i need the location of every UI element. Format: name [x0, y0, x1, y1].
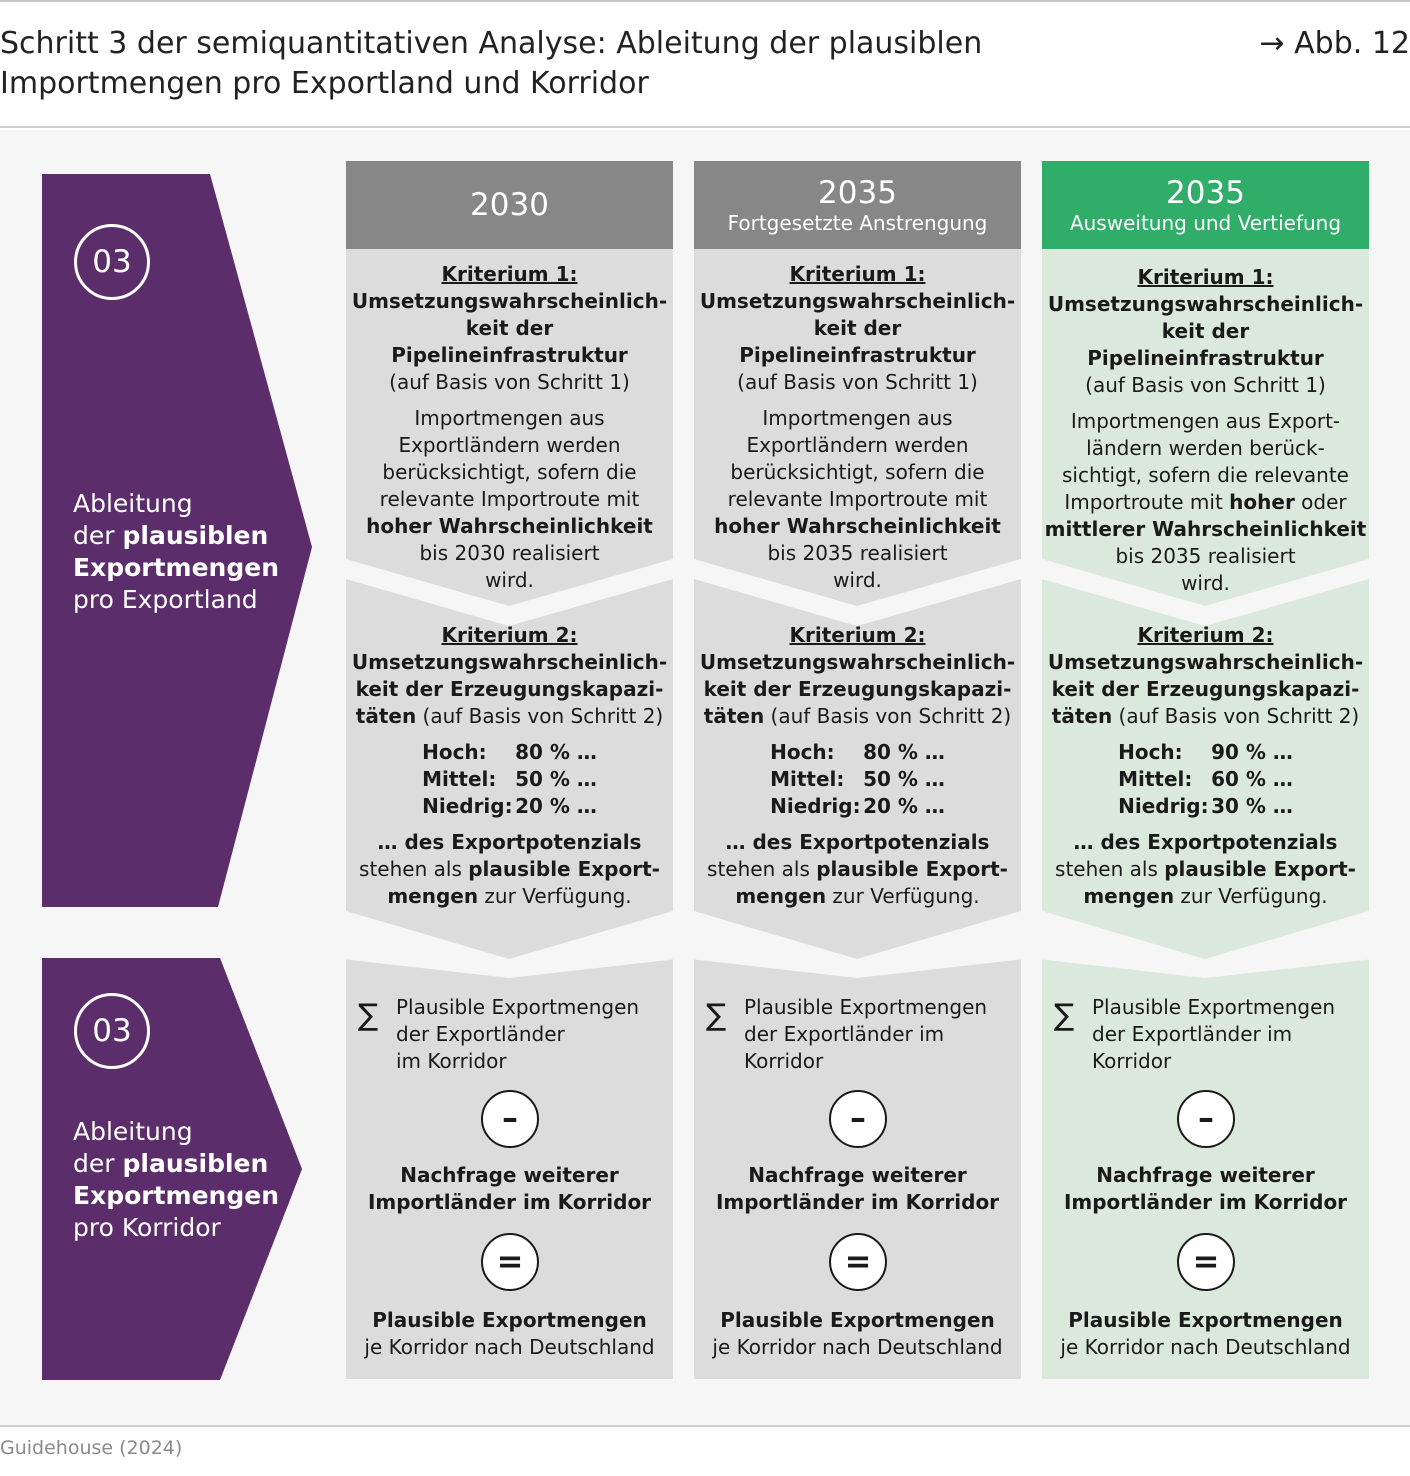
step-line: pro Exportland: [73, 585, 258, 614]
demand-text: [1042, 1162, 1369, 1216]
step-chevron-korridor: [42, 958, 304, 1380]
minus-icon: –: [829, 1090, 887, 1148]
criterion-1: [346, 261, 673, 594]
share-hoch: Hoch: 80 % …: [422, 740, 597, 764]
result-line: Plausible Exportmengen: [1068, 1308, 1343, 1332]
column-year: 2035: [818, 175, 897, 211]
column-year: 2035: [1166, 175, 1245, 211]
k1-line: bis 2035 realisiert: [1115, 544, 1296, 568]
header-divider: [0, 126, 1410, 128]
criterion-title: Kriterium 1:: [789, 262, 926, 286]
column-header: [1042, 161, 1369, 249]
k2-line: mengen zur Verfügung.: [387, 884, 632, 908]
k1-line: bis 2030 realisiert: [419, 541, 600, 565]
step-description: [73, 1116, 279, 1244]
sum-line: Plausible Exportmengen: [744, 995, 988, 1019]
figure-reference: → Abb. 12: [1259, 26, 1410, 61]
share-mittel: Mittel: 50 % …: [770, 767, 945, 791]
scenario-column-2035-ausweitung: [1042, 161, 1369, 1379]
k1-line: hoher Wahrscheinlichkeit: [366, 514, 653, 538]
k2-line: keit der Erzeugungskapazi-: [1051, 677, 1360, 701]
demand-line: Importländer im Korridor: [367, 1190, 652, 1214]
k1-line: Umsetzungswahrscheinlich-: [699, 289, 1016, 313]
column-subtitle: Fortgesetzte Anstrengung: [727, 211, 988, 235]
k1-line: Exportländern werden: [398, 433, 621, 457]
sum-text: [1092, 994, 1335, 1075]
k1-line: Importmengen aus: [762, 406, 953, 430]
share-hoch: Hoch: 90 % …: [1118, 740, 1293, 764]
k1-line: Exportländern werden: [746, 433, 969, 457]
result-line: je Korridor nach Deutschland: [712, 1335, 1003, 1359]
sum-line: Korridor: [1092, 1049, 1172, 1073]
k2-line: … des Exportpotenzials: [377, 830, 642, 854]
criterion-2: [1042, 622, 1369, 910]
share-hoch: Hoch: 80 % …: [770, 740, 945, 764]
criterion-2: [694, 622, 1021, 910]
result-text: [1042, 1307, 1369, 1361]
result-text: [346, 1307, 673, 1361]
sum-line: der Exportländer im: [744, 1022, 945, 1046]
share-table: [770, 739, 945, 820]
k1-line: hoher Wahrscheinlichkeit: [714, 514, 1001, 538]
k1-line: (auf Basis von Schritt 1): [737, 370, 978, 394]
demand-line: Nachfrage weiterer: [748, 1163, 967, 1187]
step-line: Exportmengen: [73, 553, 280, 582]
step-line: Ableitung: [73, 489, 193, 518]
step-line: pro Korridor: [73, 1213, 221, 1242]
k1-line: sichtigt, sofern die relevante: [1062, 463, 1349, 487]
k1-line: Umsetzungswahrscheinlich-: [1047, 292, 1364, 316]
demand-line: Importländer im Korridor: [715, 1190, 1000, 1214]
scenario-column-2030: [346, 161, 673, 1379]
demand-line: Nachfrage weiterer: [400, 1163, 619, 1187]
share-niedrig: Niedrig: 20 % …: [770, 794, 945, 818]
k1-line: bis 2035 realisiert: [767, 541, 948, 565]
sum-line: Plausible Exportmengen: [1092, 995, 1336, 1019]
k1-line: keit der Pipelineinfrastruktur: [391, 316, 628, 367]
result-line: je Korridor nach Deutschland: [364, 1335, 655, 1359]
k2-line: Umsetzungswahrscheinlich-: [1047, 650, 1364, 674]
figure-title: Schritt 3 der semiquantitativen Analyse: Ableitung der plausiblen Importmengen pro Exportland und Korridor: [0, 26, 983, 101]
footer-divider: [0, 1425, 1410, 1427]
k2-line: täten (auf Basis von Schritt 2): [355, 704, 664, 728]
source-note: Guidehouse (2024): [0, 1437, 183, 1459]
k1-line: Importmengen aus Export-: [1070, 409, 1341, 433]
sum-icon: ∑: [358, 998, 379, 1033]
criterion-title: Kriterium 2:: [789, 623, 926, 647]
k1-line: ländern werden berück-: [1086, 436, 1325, 460]
step-line: Exportmengen: [73, 1181, 280, 1210]
step-description: [73, 488, 279, 616]
criterion-1: [1042, 264, 1369, 597]
demand-line: Importländer im Korridor: [1063, 1190, 1348, 1214]
column-subtitle: Ausweitung und Vertiefung: [1069, 211, 1342, 235]
step-line: Ableitung: [73, 1117, 193, 1146]
sum-icon: ∑: [1054, 998, 1075, 1033]
step-line: der plausiblen: [73, 1149, 269, 1178]
k1-line: berücksichtigt, sofern die: [382, 460, 637, 484]
criterion-title: Kriterium 1:: [441, 262, 578, 286]
k1-line: Importroute mit hoher oder: [1064, 490, 1347, 514]
share-mittel: Mittel: 50 % …: [422, 767, 597, 791]
demand-text: [694, 1162, 1021, 1216]
k1-line: mittlerer Wahrscheinlichkeit: [1044, 517, 1367, 541]
sum-line: im Korridor: [396, 1049, 507, 1073]
column-year: 2030: [470, 187, 549, 223]
sum-text: [744, 994, 987, 1075]
k1-line: Importmengen aus: [414, 406, 605, 430]
equals-icon: =: [829, 1233, 887, 1291]
result-line: je Korridor nach Deutschland: [1060, 1335, 1351, 1359]
k2-line: Umsetzungswahrscheinlich-: [351, 650, 668, 674]
share-table: [422, 739, 597, 820]
k1-line: Umsetzungswahrscheinlich-: [351, 289, 668, 313]
k2-line: Umsetzungswahrscheinlich-: [699, 650, 1016, 674]
k2-line: mengen zur Verfügung.: [1083, 884, 1328, 908]
sum-line: Plausible Exportmengen: [396, 995, 640, 1019]
k2-line: stehen als plausible Export-: [707, 857, 1008, 881]
step-badge: 03: [74, 224, 150, 300]
criterion-title: Kriterium 1:: [1137, 265, 1274, 289]
k1-line: relevante Importroute mit: [727, 487, 988, 511]
minus-icon: –: [481, 1090, 539, 1148]
step-badge: 03: [74, 993, 150, 1069]
equals-icon: =: [481, 1233, 539, 1291]
k1-line: keit der Pipelineinfrastruktur: [739, 316, 976, 367]
result-line: Plausible Exportmengen: [372, 1308, 647, 1332]
minus-icon: –: [1177, 1090, 1235, 1148]
k1-line: wird.: [1181, 571, 1230, 595]
demand-text: [346, 1162, 673, 1216]
scenario-column-2035-fortgesetzt: [694, 161, 1021, 1379]
k2-line: täten (auf Basis von Schritt 2): [1051, 704, 1360, 728]
sum-text: [396, 994, 639, 1075]
share-niedrig: Niedrig: 30 % …: [1118, 794, 1293, 818]
sum-line: Korridor: [744, 1049, 824, 1073]
k2-line: täten (auf Basis von Schritt 2): [703, 704, 1012, 728]
k2-line: keit der Erzeugungskapazi-: [703, 677, 1012, 701]
k2-line: keit der Erzeugungskapazi-: [355, 677, 664, 701]
demand-line: Nachfrage weiterer: [1096, 1163, 1315, 1187]
k2-line: … des Exportpotenzials: [1073, 830, 1338, 854]
k2-line: stehen als plausible Export-: [359, 857, 660, 881]
criterion-2: [346, 622, 673, 910]
k1-line: wird.: [833, 568, 882, 592]
k2-line: mengen zur Verfügung.: [735, 884, 980, 908]
k2-line: stehen als plausible Export-: [1055, 857, 1356, 881]
step-chevron-exportland: [42, 174, 314, 907]
column-header: [346, 161, 673, 249]
k1-line: (auf Basis von Schritt 1): [389, 370, 630, 394]
sum-line: der Exportländer: [396, 1022, 565, 1046]
share-mittel: Mittel: 60 % …: [1118, 767, 1293, 791]
k1-line: keit der Pipelineinfrastruktur: [1087, 319, 1324, 370]
k1-line: berücksichtigt, sofern die: [730, 460, 985, 484]
criterion-1: [694, 261, 1021, 594]
top-rule: [0, 0, 1410, 2]
share-table: [1118, 739, 1293, 820]
sum-icon: ∑: [706, 998, 727, 1033]
result-line: Plausible Exportmengen: [720, 1308, 995, 1332]
step-line: der plausiblen: [73, 521, 269, 550]
criterion-title: Kriterium 2:: [1137, 623, 1274, 647]
sum-line: der Exportländer im: [1092, 1022, 1293, 1046]
share-niedrig: Niedrig: 20 % …: [422, 794, 597, 818]
k1-line: wird.: [485, 568, 534, 592]
criterion-title: Kriterium 2:: [441, 623, 578, 647]
column-header: [694, 161, 1021, 249]
k1-line: relevante Importroute mit: [379, 487, 640, 511]
k1-line: (auf Basis von Schritt 1): [1085, 373, 1326, 397]
k2-line: … des Exportpotenzials: [725, 830, 990, 854]
equals-icon: =: [1177, 1233, 1235, 1291]
result-text: [694, 1307, 1021, 1361]
